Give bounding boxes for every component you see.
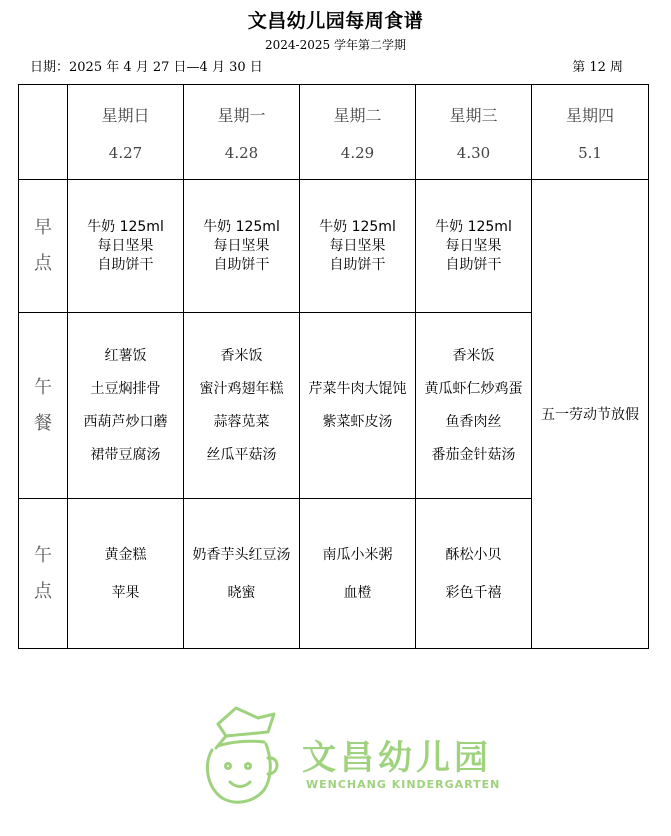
menu-item: 自助饼干 — [213, 256, 270, 273]
day-name: 星期一 — [217, 105, 266, 125]
menu-item: 鱼香肉丝 — [445, 413, 502, 430]
menu-item: 黄瓜虾仁炒鸡蛋 — [424, 380, 523, 397]
menu-item: 红薯饭 — [104, 347, 147, 364]
menu-item: 番茄金针菇汤 — [431, 446, 516, 463]
menu-cell — [300, 180, 416, 313]
day-date: 4.28 — [224, 143, 259, 162]
menu-cell — [68, 180, 184, 313]
menu-item: 丝瓜平菇汤 — [206, 446, 277, 463]
menu-cell — [184, 313, 300, 499]
menu-cell — [416, 499, 532, 649]
menu-item: 牛奶 125ml — [435, 218, 512, 235]
logo-subtitle: WENCHANG KINDERGARTEN — [306, 778, 501, 791]
menu-item: 南瓜小米粥 — [322, 546, 393, 563]
page-title: 文昌幼儿园每周食谱 — [247, 10, 424, 32]
row-label-snack — [19, 499, 68, 649]
menu-table — [18, 84, 649, 649]
menu-item: 自助饼干 — [445, 256, 502, 273]
corner-cell — [19, 85, 68, 180]
menu-cell — [300, 313, 416, 499]
row-label-char: 餐 — [34, 412, 52, 434]
menu-cell — [68, 499, 184, 649]
row-label-lunch — [19, 313, 68, 499]
menu-item: 每日坚果 — [213, 237, 270, 254]
menu-item: 牛奶 125ml — [319, 218, 396, 235]
date-range: 日期：2025 年 4 月 27 日—4 月 30 日 — [30, 60, 263, 75]
menu-cell — [68, 313, 184, 499]
menu-item: 蜜汁鸡翅年糕 — [199, 380, 284, 397]
menu-item: 奶香芋头红豆汤 — [192, 546, 291, 563]
menu-item: 苹果 — [111, 584, 140, 601]
day-date: 4.27 — [108, 143, 143, 162]
menu-item: 西葫芦炒口蘑 — [83, 413, 168, 430]
day-header — [416, 85, 532, 180]
menu-item: 血橙 — [343, 584, 372, 601]
row-label-char: 早 — [34, 217, 52, 238]
breakfast-row — [19, 180, 649, 313]
menu-item: 每日坚果 — [97, 237, 154, 254]
menu-item: 酥松小贝 — [445, 546, 502, 563]
menu-item: 每日坚果 — [445, 237, 502, 254]
menu-item: 裙带豆腐汤 — [90, 446, 161, 463]
menu-item: 彩色千禧 — [445, 584, 502, 601]
day-name: 星期二 — [333, 105, 382, 125]
day-name: 星期日 — [101, 105, 150, 125]
menu-cell — [416, 180, 532, 313]
day-header — [532, 85, 649, 180]
week-number: 第 12 周 — [572, 60, 623, 75]
day-date: 4.29 — [340, 143, 375, 162]
day-name: 星期四 — [565, 105, 614, 125]
menu-item: 芹菜牛肉大馄饨 — [308, 380, 407, 397]
row-label-char: 午 — [34, 544, 52, 566]
row-label-breakfast — [19, 180, 68, 313]
menu-cell — [300, 499, 416, 649]
menu-item: 每日坚果 — [329, 237, 386, 254]
menu-cell — [184, 180, 300, 313]
day-date: 4.30 — [456, 143, 491, 162]
menu-item: 香米饭 — [452, 347, 495, 364]
menu-item: 晓蜜 — [227, 584, 256, 601]
menu-item: 自助饼干 — [97, 256, 154, 273]
row-label-char: 点 — [34, 253, 52, 274]
day-header — [184, 85, 300, 180]
menu-item: 牛奶 125ml — [203, 218, 280, 235]
menu-cell — [416, 313, 532, 499]
day-header — [300, 85, 416, 180]
menu-item: 牛奶 125ml — [87, 218, 164, 235]
row-label-char: 午 — [34, 376, 52, 398]
menu-item: 自助饼干 — [329, 256, 386, 273]
menu-item: 黄金糕 — [104, 546, 147, 563]
day-name: 星期三 — [449, 105, 498, 125]
menu-item: 土豆焖排骨 — [90, 380, 161, 397]
logo-name: 文昌幼儿园 — [302, 738, 492, 778]
holiday-cell: 五一劳动节放假 — [532, 180, 649, 649]
row-label-char: 点 — [34, 580, 52, 602]
header-row — [19, 85, 649, 180]
day-header — [68, 85, 184, 180]
menu-cell — [184, 499, 300, 649]
day-date: 5.1 — [578, 143, 602, 162]
menu-item: 香米饭 — [220, 347, 263, 364]
menu-item: 紫菜虾皮汤 — [322, 413, 393, 430]
menu-item: 蒜蓉苋菜 — [213, 413, 270, 430]
term-label: 2024-2025 学年第二学期 — [265, 38, 406, 52]
